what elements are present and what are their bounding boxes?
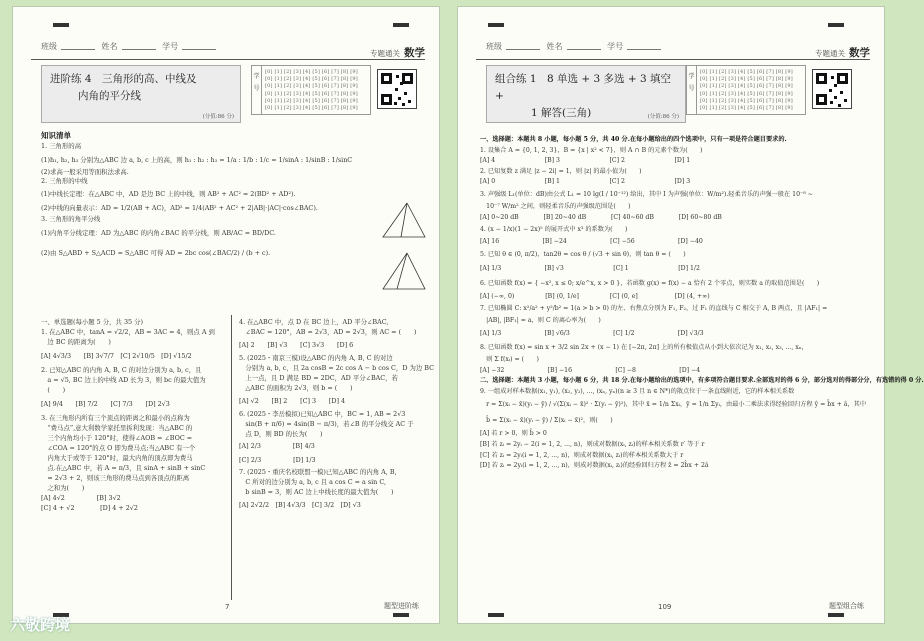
topic-label: 专题通关 — [815, 49, 845, 58]
header-rule — [476, 59, 870, 60]
question-line: [A] 2√2/2 [B] 4√3/3 [C] 3/2 [D] √3 — [239, 501, 361, 509]
question-line: [A] 4√2 [B] 3√2 — [41, 494, 121, 502]
question-line: sin(B + π/6) = 4sin(B − π/3)，若∠B 的平分线交 AC 于 — [239, 420, 414, 428]
column-divider — [231, 315, 232, 600]
question-line: 6. (2025・李岳模拟)已知△ABC 中，BC = 1, AB = 2√3 — [239, 410, 406, 418]
registration-mark — [828, 23, 844, 27]
question-line: 1. 设集合 A = {0, 1, 2, 3}，B = {x | x² < 7}，则 A ∩ B 的元素个数为( ) — [480, 146, 703, 154]
question-line: b sinB = 3，则 AC 边上中线长度的最大值为( ) — [239, 488, 394, 496]
section-heading: 一、单选题(每小题 5 分，共 35 分) — [41, 318, 143, 326]
question-list — [480, 135, 924, 472]
answer-choices: [A] 0~20 dB [B] 20~40 dB [C] 40~60 dB [D] 60~80 dB — [480, 213, 722, 221]
section-heading: 二、选择题：本题共 3 小题，每小题 6 分，共 18 分.在每小题给出的选项中，有多项符合题目要求.全部选对的得 6 分，部分选对的得部分分，有选错的得 0 分. — [480, 377, 924, 385]
question-line: 8. 已知函数 f(x) = sin x + 3/2 sin 2x + (x − 1) 在 [−2π, 2π] 上的所有极值点从小到大依次记为 x₁, x₂, x₃, ..., xₙ， — [480, 343, 808, 351]
answer-choices: [A] (−∞, 0) [B] (0, 1/e] [C] (0, e] [D] (4, +∞) — [480, 292, 710, 300]
triangle-figure — [379, 197, 431, 297]
page-number: 7 — [225, 603, 230, 611]
grid-row: [0] [1] [2] [3] [4] [5] [6] [7] [8] [9] — [700, 75, 793, 82]
question-line: ∠COA = 120°的点 O 即为费马点;当△ABC 有一个 — [41, 444, 196, 452]
question-line: [A] 4√3/3 [B] 3√7/7 [C] 2√10/5 [D] √15/2 — [41, 352, 192, 360]
subject-label: 数学 — [849, 47, 870, 59]
answer-choices: [A] 1/3 [B] √3 [C] 1 [D] 1/2 — [480, 264, 700, 272]
watermark-text: 六敬跨境 — [10, 616, 71, 634]
knowledge-line: 2. 三角形的中线 — [41, 177, 88, 186]
question-line: [A] 9/4 [B] 7/2 [C] 7/3 [D] 2√3 — [41, 400, 170, 408]
question-line: 点 D，则 BD 的长为( ) — [239, 430, 323, 438]
student-info-line — [486, 41, 665, 52]
name-label: 姓名 — [546, 42, 563, 51]
student-id-grid — [686, 65, 806, 115]
question-column-1 — [41, 317, 219, 513]
student-info-line — [41, 41, 220, 52]
section-heading: 知识清单 — [41, 131, 71, 140]
grid-row: [0] [1] [2] [3] [4] [5] [6] [7] [8] [9] — [265, 68, 358, 75]
topic-label: 专题通关 — [370, 49, 400, 58]
question-line: 7. 已知椭圆 C: x²/a² + y²/b² = 1(a > b > 0) 的左、右焦点分别为 F₁, F₂，过 F₁ 的直线与 C 相交于 A, B 两点，且 |AF₁| = — [480, 305, 828, 313]
qr-code — [377, 69, 417, 109]
question-line: b̂ = Σ(xᵢ − x̄)(yᵢ − ȳ) / Σ(xᵢ − x̄)²，则( ) — [480, 417, 613, 425]
grid-row: [0] [1] [2] [3] [4] [5] [6] [7] [8] [9] — [700, 90, 793, 97]
question-line: 之和为( ) — [41, 484, 85, 492]
question-line: [C] 2/3 [D] 1/3 — [239, 456, 316, 464]
exercise-title-line: 组合练 1 8 单选 + 3 多选 + 3 填空 + — [495, 73, 672, 102]
question-line: 点.在△ABC 中，若 A = π/3，且 sinA + sinB + sinC — [41, 464, 206, 472]
topic-header — [370, 45, 425, 60]
subject-label: 数学 — [404, 47, 425, 59]
footer-label: 题型组合练 — [829, 602, 864, 610]
id-label: 学号 — [162, 42, 179, 51]
answer-choices: [A] 16 [B] −24 [C] −56 [D] −40 — [480, 238, 703, 246]
answer-choices: [A] 1/3 [B] √6/3 [C] 1/2 [D] √3/3 — [480, 329, 704, 337]
question-line: [A] 2 [B] √3 [C] 3√3 [D] 6 — [239, 341, 354, 349]
registration-mark — [488, 23, 504, 27]
right-page — [457, 6, 924, 624]
answer-option: [B] 若 zᵢ = 2yᵢ − 2(i = 1, 2, ..., n)，则成对数据(xᵢ, zᵢ)的样本相关系数 r′ 等于 r — [480, 440, 705, 448]
section-heading: 一、选择题：本题共 8 小题，每小题 5 分，共 40 分.在每小题给出的四个选项中，只有一项是符合题目要求的. — [480, 136, 787, 143]
answer-choices: [A] −32 [B] −16 [C] −8 [D] −4 — [480, 366, 701, 374]
question-line: 9. 一组成对样本数据(x₁, y₁), (x₂, y₂), ..., (xₙ, yₙ)(n ≥ 3 且 n ∈ N*)的散点位于一条直线附近，它的样本相关系数 — [480, 387, 795, 395]
question-line: 上一点，且 D 满足 BD = 2DC，AD 平分∠BAC，若 — [239, 374, 398, 382]
question-line: = 2√3 + 2，则该三角形的费马点到各顶点的距离 — [41, 474, 190, 482]
knowledge-line: (2)中线的向量表示：AD = 1/2(AB + AC)，AD² = 1/4(AB² + AC² + 2|AB|·|AC|·cos∠BAC). — [41, 203, 318, 212]
registration-mark — [393, 613, 409, 617]
registration-mark — [488, 613, 504, 617]
grid-row: [0] [1] [2] [3] [4] [5] [6] [7] [8] [9] — [700, 68, 793, 75]
grid-row: [0] [1] [2] [3] [4] [5] [6] [7] [8] [9] — [700, 83, 793, 90]
left-page — [12, 6, 440, 624]
question-line: “费马点”,意大利数学家托里拆利发现：当△ABC 的 — [41, 424, 193, 432]
question-line: 3. 声强级 L₁(单位：dB)由公式 L₁ = 10 lg(I / 10⁻¹²) 给出，其中 I 为声强(单位：W/m²).轻柔音乐的声强一般在 10⁻⁸ ~ — [480, 190, 813, 198]
exercise-title-line: 内角的平分线 — [78, 90, 141, 102]
question-line: 5. 已知 θ ∈ (0, π/2)，tan2θ = cos θ / (√3 + sin θ)，则 tan θ = ( ) — [480, 250, 686, 258]
grid-row: [0] [1] [2] [3] [4] [5] [6] [7] [8] [9] — [700, 105, 793, 112]
question-line: 6. 已知函数 f(x) = { −x², x ≤ 0; x/e^x, x > 0 }，若函数 g(x) = f(x) − a 恰有 2 个零点，则实数 a 的取值范围是( ) — [480, 279, 820, 287]
student-id-grid — [251, 65, 371, 115]
knowledge-line: (2)由 S△ABD + S△ACD = S△ABC 可得 AD = 2bc cos(∠BAC/2) / (b + c). — [41, 249, 271, 258]
question-line: ∠BAC = 120°，AB = 2√3，AD = 2√3，则 AC = ( ) — [239, 328, 417, 336]
knowledge-line: (1)h₁, h₂, h₃ 分别为△ABC 边 a, b, c 上的高，则 h₁ : h₂ : h₃ = 1/a : 1/b : 1/c = 1/sinA : 1/sinB : 1/sinC — [41, 155, 353, 164]
grid-row: [0] [1] [2] [3] [4] [5] [6] [7] [8] [9] — [265, 105, 358, 112]
question-line: C 所对的边分别为 a, b, c 且 a cos C = a sin C, — [239, 478, 387, 486]
score-note: (分值:86 分) — [647, 114, 679, 120]
question-line: 内角大于或等于 120°时，最大内角的顶点即为费马 — [41, 454, 193, 462]
grid-row: [0] [1] [2] [3] [4] [5] [6] [7] [8] [9] — [265, 90, 358, 97]
name-label: 姓名 — [101, 42, 118, 51]
question-line: 10⁻⁷ W/m² 之间，则轻柔音乐的声强级范围是( ) — [480, 202, 631, 210]
header-rule — [31, 59, 425, 60]
knowledge-line: (1)中线长定理：在△ABC 中，AD 是边 BC 上的中线，则 AB² + AC² = 2(BD² + AD²). — [41, 189, 296, 198]
answer-choices: [A] 0 [B] 1 [C] 2 [D] 3 — [480, 178, 691, 186]
knowledge-line: (1)内角平分线定理：AD 为△ABC 的内角∠BAC 的平分线，则 AB/AC = BD/DC. — [41, 229, 276, 238]
grid-row: [0] [1] [2] [3] [4] [5] [6] [7] [8] [9] — [265, 75, 358, 82]
question-line: 2. 已知复数 z 满足 |z − 2i| = 1，则 |z| 的最小值为( ) — [480, 167, 642, 175]
grid-label: 学号 — [252, 66, 262, 114]
question-line: 4. (x − 1/x)(1 − 2x)⁵ 的展开式中 x³ 的系数为( ) — [480, 226, 628, 234]
question-line: 5. (2025・南京三模)设△ABC 的内角 A, B, C 的对边 — [239, 354, 393, 362]
registration-mark — [828, 613, 844, 617]
grid-row: [0] [1] [2] [3] [4] [5] [6] [7] [8] [9] — [700, 97, 793, 104]
page-number: 109 — [658, 603, 672, 611]
question-line: 4. 在△ABC 中，点 D 在 BC 边上，AD 平分∠BAC, — [239, 318, 389, 326]
question-line: [A] 2/3 [B] 4/3 — [239, 442, 315, 450]
class-label: 班级 — [41, 42, 57, 51]
id-label: 学号 — [607, 42, 624, 51]
exercise-title-box — [41, 65, 241, 123]
score-note: (分值:86 分) — [202, 114, 234, 120]
registration-mark — [393, 23, 409, 27]
question-line: 3. 在三角形内所有三个顶点的距离之和最小的点称为 — [41, 414, 190, 422]
answer-option: [D] 若 zᵢ = 2yᵢ(i = 1, 2, ..., n)，则成对数据(xᵢ, zᵢ)的经验回归方程 ẑ = 2b̂x + 2â — [480, 462, 709, 470]
knowledge-line: 3. 三角形的角平分线 — [41, 214, 101, 223]
question-line: 则 Σ f(xᵢ) = ( ) — [480, 355, 539, 363]
knowledge-list — [41, 131, 381, 264]
question-line: 1. 在△ABC 中，tanA = √2/2，AB = 3AC = 4，则点 A 到 — [41, 328, 215, 336]
question-column-2 — [239, 317, 434, 513]
topic-header — [815, 45, 870, 60]
question-line: [C] 4 + √2 [D] 4 + 2√2 — [41, 504, 138, 512]
answer-option: [C] 若 zᵢ = 2yᵢ(i = 1, 2, ..., n)，则成对数据(xᵢ, zᵢ)的样本相关系数大于 r — [480, 451, 684, 459]
class-label: 班级 — [486, 42, 502, 51]
knowledge-line: 1. 三角形的高 — [41, 142, 82, 151]
question-line: r = Σ(xᵢ − x̄)(yᵢ − ȳ) / √(Σ(xᵢ − x̄)² · Σ(yᵢ − ȳ)²)，其中 x̄ = 1/n Σxᵢ，ȳ = 1/n Σyᵢ，由最小二乘法求得经验回归方程 ŷ = b̂x + â，其中 — [480, 401, 867, 409]
question-line: 边 BC 的距离为( ) — [41, 338, 111, 346]
question-line: a = √5, BC 边上的中线 AD 长为 3，则 bc 的最大值为 — [41, 376, 206, 384]
footer-label: 题型进阶练 — [384, 602, 419, 610]
question-line: △ABC 的面积为 2√3，则 b = ( ) — [239, 384, 353, 392]
qr-code — [812, 69, 852, 109]
grid-row: [0] [1] [2] [3] [4] [5] [6] [7] [8] [9] — [265, 97, 358, 104]
question-line: 7. (2025・重庆名校联盟一模)已知△ABC 的内角 A, B, — [239, 468, 397, 476]
exercise-title-line: 进阶练 4 三角形的高、中线及 — [50, 73, 197, 85]
grid-label: 学号 — [687, 66, 697, 114]
question-line: |AB|, |BF₁| = a，则 C 的离心率为( ) — [480, 317, 601, 325]
question-line: ( ) — [41, 386, 66, 394]
knowledge-line: (2)求高一般采用等面积法求高. — [41, 167, 129, 176]
grid-row: [0] [1] [2] [3] [4] [5] [6] [7] [8] [9] — [265, 83, 358, 90]
question-line: [A] √2 [B] 2 [C] 3 [D] 4 — [239, 397, 346, 405]
answer-choices: [A] 4 [B] 3 [C] 2 [D] 1 — [480, 157, 691, 165]
registration-mark — [53, 23, 69, 27]
question-line: 分别为 a, b, c，且 2a cosB = 2c cos A − b cos C，D 为边 BC — [239, 364, 434, 372]
exercise-title-line: 1 解答(三角) — [531, 107, 592, 119]
exercise-title-box — [486, 65, 686, 123]
question-line: 三个内角均小于 120°时，使得∠AOB = ∠BOC = — [41, 434, 193, 442]
question-line: 2. 已知△ABC 的内角 A, B, C 的对边分别为 a, b, c，且 — [41, 366, 202, 374]
answer-option: [A] 若 r > 0，则 b̂ > 0 — [480, 430, 547, 438]
